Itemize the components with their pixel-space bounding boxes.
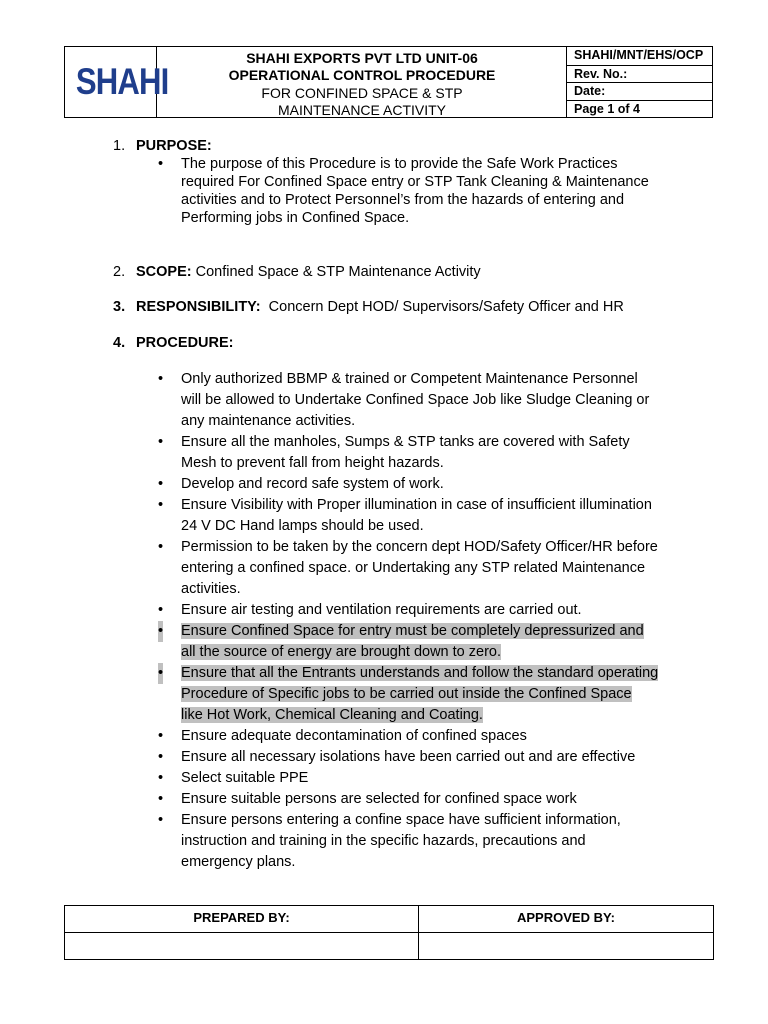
logo-cell	[65, 47, 169, 117]
company-title: SHAHI EXPORTS PVT LTD UNIT-06	[246, 50, 478, 66]
section-purpose-heading: 1. PURPOSE:	[113, 138, 212, 154]
document-header	[64, 46, 713, 118]
procedure-title: OPERATIONAL CONTROL PROCEDURE	[228, 67, 496, 83]
purpose-list	[158, 155, 718, 227]
doc-code: SHAHI/MNT/EHS/OCP	[574, 48, 704, 62]
approved-by-label: APPROVED BY:	[419, 906, 713, 933]
prepared-by-label: PREPARED BY:	[65, 906, 419, 933]
procedure-bullet-highlighted: • Ensure that all the Entrants understands and follow the standard operating Procedure of Specific jobs to be carried out inside the Confined Space like Hot Work, Chemical Cleaning and Coating.	[158, 665, 659, 723]
procedure-subtitle-2: MAINTENANCE ACTIVITY	[277, 102, 447, 118]
responsibility-text: Concern Dept HOD/ Supervisors/Safety Officer and HR	[260, 299, 624, 315]
date-field: Date:	[567, 82, 712, 100]
scope-heading: SCOPE:	[136, 264, 192, 280]
procedure-bullet: • Permission to be taken by the concern dept HOD/Safety Officer/HR before entering a confined space. or Undertaking any STP related Maintenance activities.	[158, 539, 658, 597]
procedure-bullet: • Ensure Visibility with Proper illumination in case of insufficient illumination 24 V DC Hand lamps should be used.	[158, 497, 652, 534]
procedure-bullet: • Ensure all the manholes, Sumps & STP tanks are covered with Safety Mesh to prevent fall from height hazards.	[158, 434, 630, 471]
procedure-heading: PROCEDURE:	[136, 335, 234, 351]
page-number: Page 1 of 4	[567, 100, 712, 118]
purpose-heading: PURPOSE:	[136, 138, 212, 154]
shahi-logo: SHAHI	[75, 61, 169, 102]
scope-text: Confined Space & STP Maintenance Activity	[191, 264, 481, 280]
procedure-bullet: • Ensure adequate decontamination of confined spaces	[158, 728, 527, 744]
responsibility-heading: RESPONSIBILITY:	[136, 299, 261, 315]
procedure-bullet: • Ensure air testing and ventilation requirements are carried out.	[158, 602, 582, 618]
section-responsibility: 3. RESPONSIBILITY: Concern Dept HOD/ Supervisors/Safety Officer and HR	[113, 299, 624, 315]
procedure-bullet: • Select suitable PPE	[158, 770, 309, 786]
prepared-by-signature	[65, 933, 419, 959]
section-scope: 2. SCOPE: Confined Space & STP Maintenance Activity	[113, 264, 481, 280]
procedure-bullet: • Only authorized BBMP & trained or Competent Maintenance Personnel will be allowed to Undertake Confined Space Job like Sludge Cleaning or any maintenance activities.	[158, 371, 650, 429]
rev-no: Rev. No.:	[567, 65, 712, 83]
procedure-subtitle: FOR CONFINED SPACE & STP	[261, 85, 463, 101]
procedure-bullet: • Develop and record safe system of work.	[158, 476, 444, 492]
procedure-list	[158, 369, 718, 873]
reference-cell	[567, 47, 712, 117]
procedure-bullet: • Ensure all necessary isolations have been carried out and are effective	[158, 749, 636, 765]
bullet-icon: •	[158, 156, 164, 172]
purpose-bullet: • The purpose of this Procedure is to provide the Safe Work Practices required For Confined Space entry or STP Tank Cleaning & Maintenance activities and to Protect Personnel’s from the hazards of entering and Performing jobs in Confined Space.	[158, 156, 649, 226]
approved-by-signature	[419, 933, 713, 959]
procedure-bullet: • Ensure suitable persons are selected for confined space work	[158, 791, 577, 807]
signature-table	[64, 905, 714, 960]
procedure-bullet: • Ensure persons entering a confine space have sufficient information, instruction and training in the specific hazards, precautions and emergency plans.	[158, 812, 621, 870]
section-procedure-heading: 4. PROCEDURE:	[113, 335, 234, 351]
title-cell	[157, 47, 567, 117]
procedure-bullet-highlighted: • Ensure Confined Space for entry must be completely depressurized and all the source of energy are brought down to zero.	[158, 623, 644, 660]
